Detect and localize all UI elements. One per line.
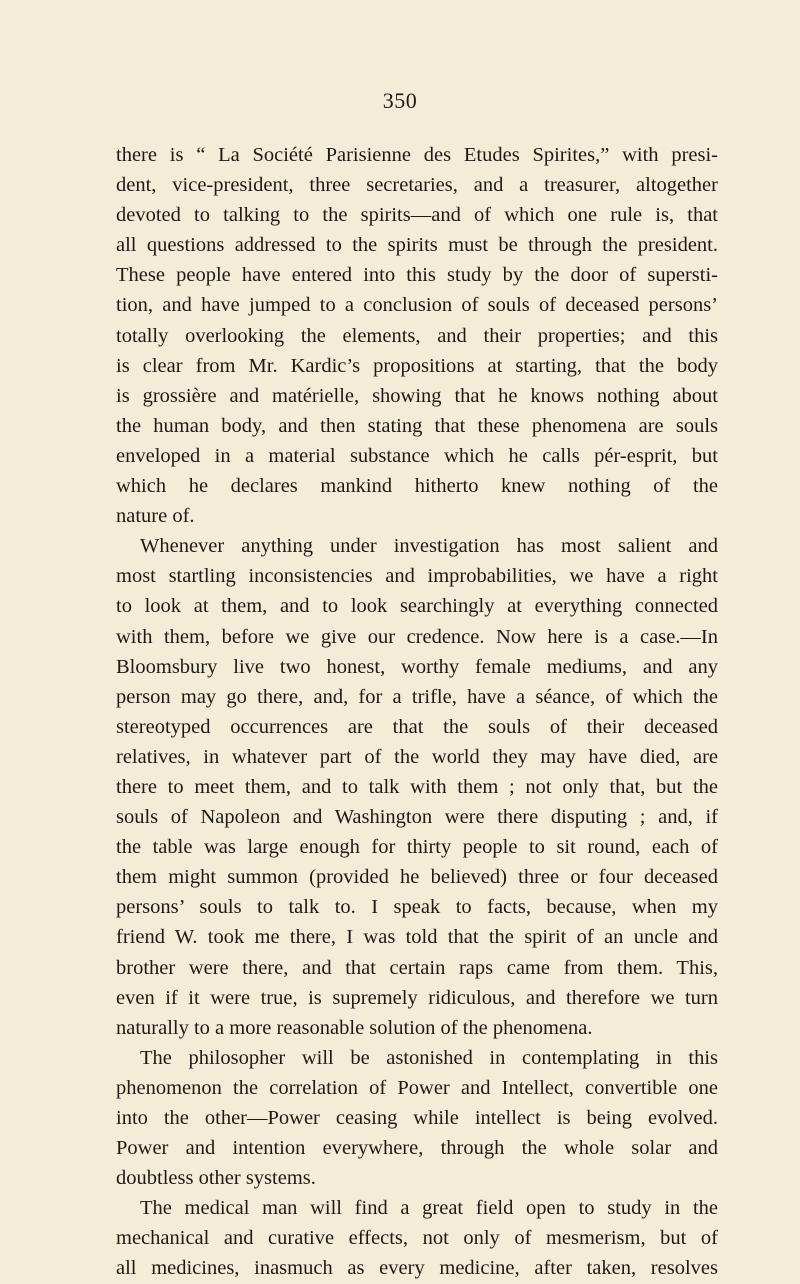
text-line: Whenever anything under investigation has most salient and [140,535,718,558]
text-line: person may go there, and, for a trifle, have a séance, of which the [116,685,718,708]
text-line: with them, before we give our credence. Now here is a case.—In [116,625,718,648]
text-line: devoted to talking to the spirits—and of which one rule is, that [116,204,718,227]
text-line: dent, vice-president, three secretaries, and a treasurer, altogether [116,174,718,197]
text-line: Power and intention everywhere, through the whole solar and [116,1137,718,1160]
paragraph [116,140,718,531]
text-line: the table was large enough for thirty people to sit round, each of [116,836,718,859]
text-line: These people have entered into this study by the door of supersti- [116,264,718,287]
text-line: all questions addressed to the spirits must be through the president. [116,234,718,257]
text-line: brother were there, and that certain raps came from them. This, [116,956,718,979]
page-number: 350 [382,88,418,113]
text-line: into the other—Power ceasing while intellect is being evolved. [116,1107,718,1129]
text-line: stereotyped occurrences are that the souls of their deceased [116,715,718,738]
text-line: them might summon (provided he believed) three or four deceased [116,866,718,889]
text-line: to look at them, and to look searchingly at everything connected [116,595,718,618]
text-line: mechanical and curative effects, not only of mesmerism, but of [116,1227,718,1250]
text-line: enveloped in a material substance which he calls pér-esprit, but [116,444,718,467]
body-text [116,140,718,1284]
text-line: The medical man will find a great field open to study in the [140,1197,718,1220]
text-line: nature of. [116,505,195,528]
text-line: is grossière and matérielle, showing that he knows nothing about [116,384,718,407]
text-line: naturally to a more reasonable solution of the phenomena. [116,1016,593,1039]
text-line: there to meet them, and to talk with them ; not only that, but the [116,775,718,798]
text-line: is clear from Mr. Kardic’s propositions at starting, that the body [116,354,718,377]
paragraph [116,1193,718,1283]
text-line: tion, and have jumped to a conclusion of souls of deceased persons’ [116,294,718,317]
text-line: friend W. took me there, I was told that the spirit of an uncle and [116,926,718,949]
text-line: doubtless other systems. [116,1167,316,1190]
text-line: persons’ souls to talk to. I speak to facts, because, when my [116,896,718,919]
text-line: Bloomsbury live two honest, worthy female mediums, and any [116,655,718,678]
paragraph [116,531,718,1043]
text-line: which he declares mankind hitherto knew nothing of the [116,475,718,498]
text-line: most startling inconsistencies and improbabilities, we have a right [116,565,718,588]
text-line: The philosopher will be astonished in contemplating in this [140,1046,718,1069]
text-line: all medicines, inasmuch as every medicine, after taken, resolves [116,1257,718,1280]
text-line: phenomenon the correlation of Power and Intellect, convertible one [116,1076,718,1099]
text-line: totally overlooking the elements, and their properties; and this [116,324,718,347]
text-line: relatives, in whatever part of the world they may have died, are [116,745,718,768]
paragraph [116,1043,718,1193]
text-line: even if it were true, is supremely ridiculous, and therefore we turn [116,986,718,1009]
text-line: souls of Napoleon and Washington were there disputing ; and, if [116,806,718,829]
text-line: there is “ La Société Parisienne des Etudes Spirites,” with presi- [116,144,718,166]
text-line: the human body, and then stating that these phenomena are souls [116,414,718,437]
